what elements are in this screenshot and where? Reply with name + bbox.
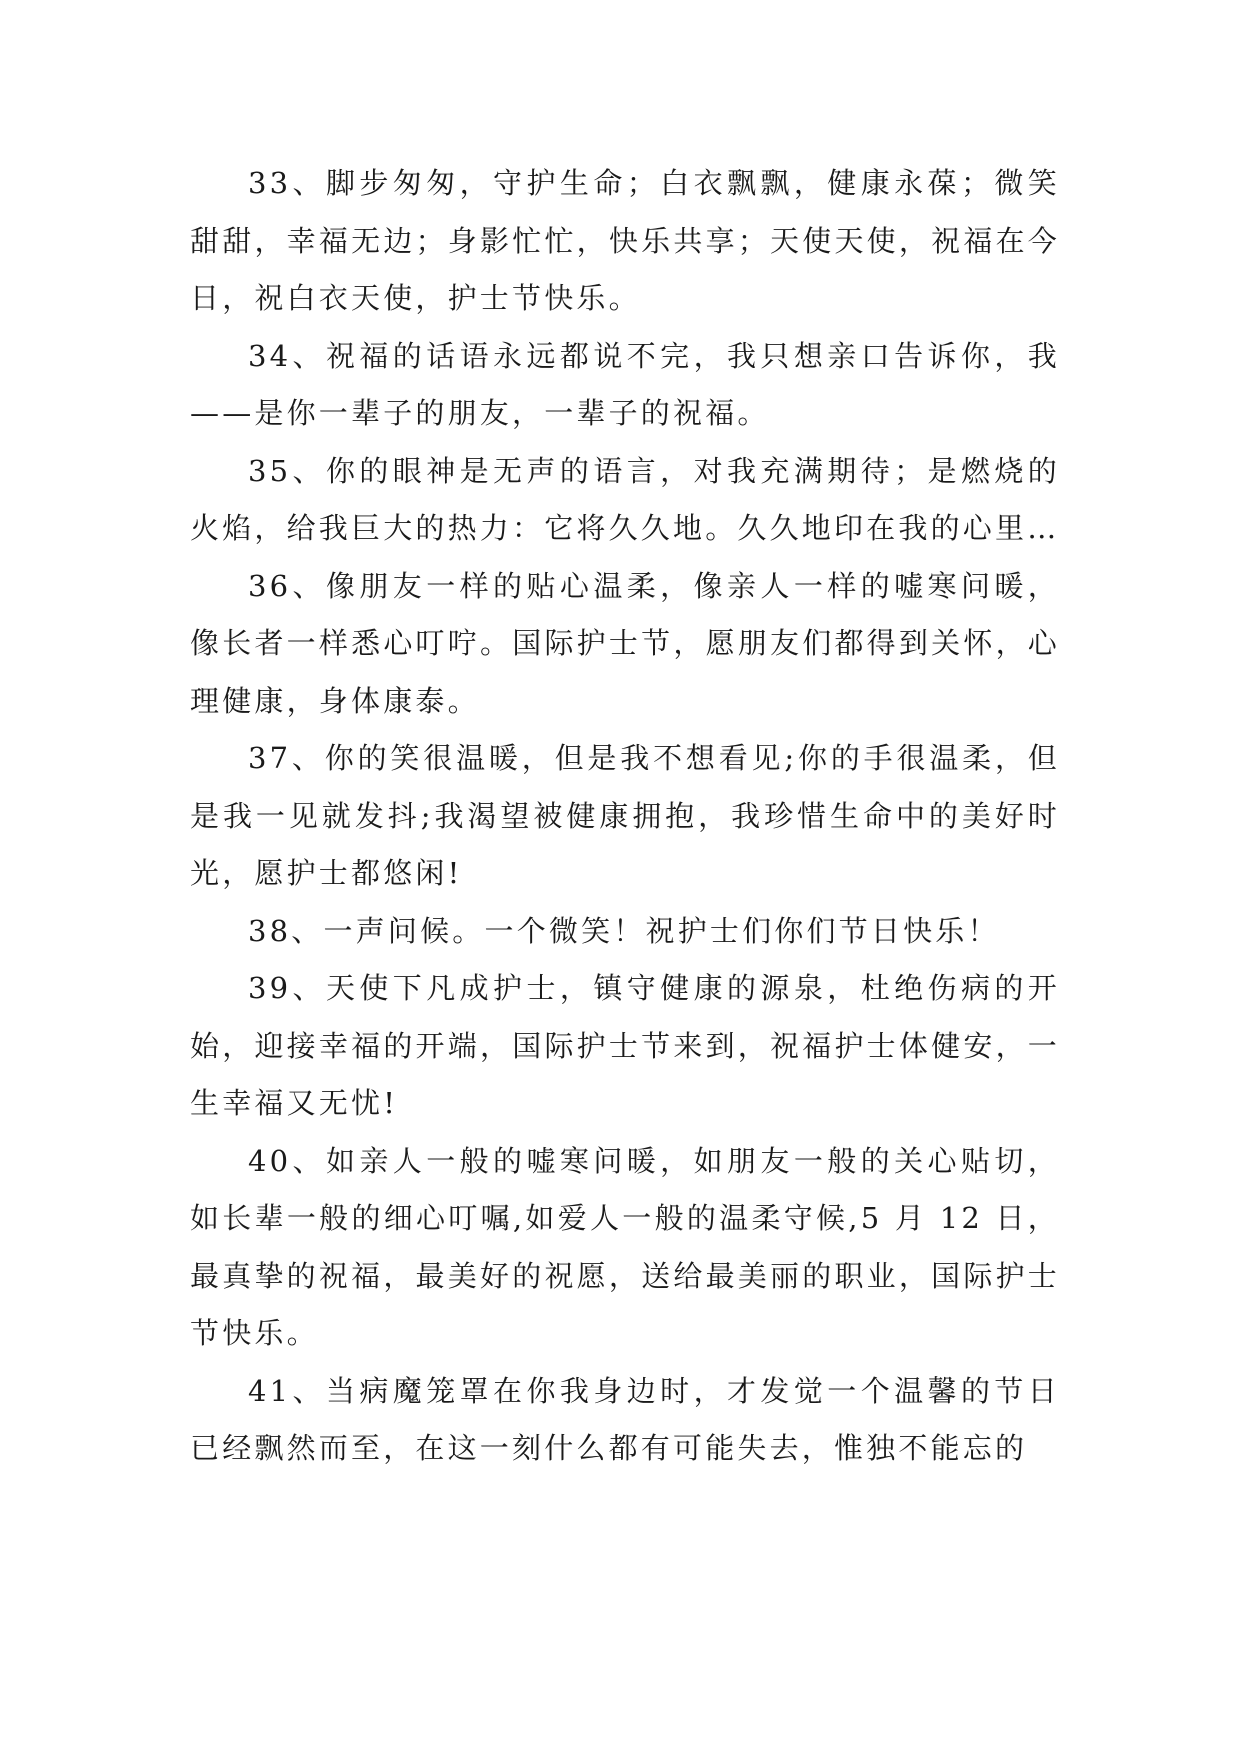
document-body bbox=[190, 155, 1060, 1478]
paragraph-37: 37、你的笑很温暖，但是我不想看见;你的手很温柔，但是我一见就发抖;我渴望被健康拥抱，我珍惜生命中的美好时光，愿护士都悠闲! bbox=[190, 741, 1060, 890]
paragraph-33: 33、脚步匆匆，守护生命；白衣飘飘，健康永葆；微笑甜甜，幸福无边；身影忙忙，快乐共享；天使天使，祝福在今日，祝白衣天使，护士节快乐。 bbox=[190, 166, 1060, 315]
paragraph-40: 40、如亲人一般的嘘寒问暖，如朋友一般的关心贴切，如长辈一般的细心叮嘱,如爱人一般的温柔守候,5 月 12 日，最真挚的祝福，最美好的祝愿，送给最美丽的职业，国际护士节快乐。 bbox=[190, 1143, 1060, 1350]
paragraph-35: 35、你的眼神是无声的语言，对我充满期待；是燃烧的火焰，给我巨大的热力：它将久久地。久久地印在我的心里… bbox=[190, 453, 1060, 545]
paragraph-38: 38、一声问候。一个微笑！祝护士们你们节日快乐！ bbox=[248, 913, 1000, 948]
paragraph-39: 39、天使下凡成护士，镇守健康的源泉，杜绝伤病的开始，迎接幸福的开端，国际护士节来到，祝福护士体健安，一生幸福又无忧! bbox=[190, 971, 1060, 1120]
paragraph-36: 36、像朋友一样的贴心温柔，像亲人一样的嘘寒问暖，像长者一样悉心叮咛。国际护士节，愿朋友们都得到关怀，心理健康，身体康泰。 bbox=[190, 568, 1060, 718]
paragraph-41: 41、当病魔笼罩在你我身边时，才发觉一个温馨的节日已经飘然而至，在这一刻什么都有可能失去，惟独不能忘的 bbox=[190, 1373, 1060, 1465]
paragraph-34: 34、祝福的话语永远都说不完，我只想亲口告诉你，我——是你一辈子的朋友，一辈子的祝福。 bbox=[190, 338, 1060, 430]
